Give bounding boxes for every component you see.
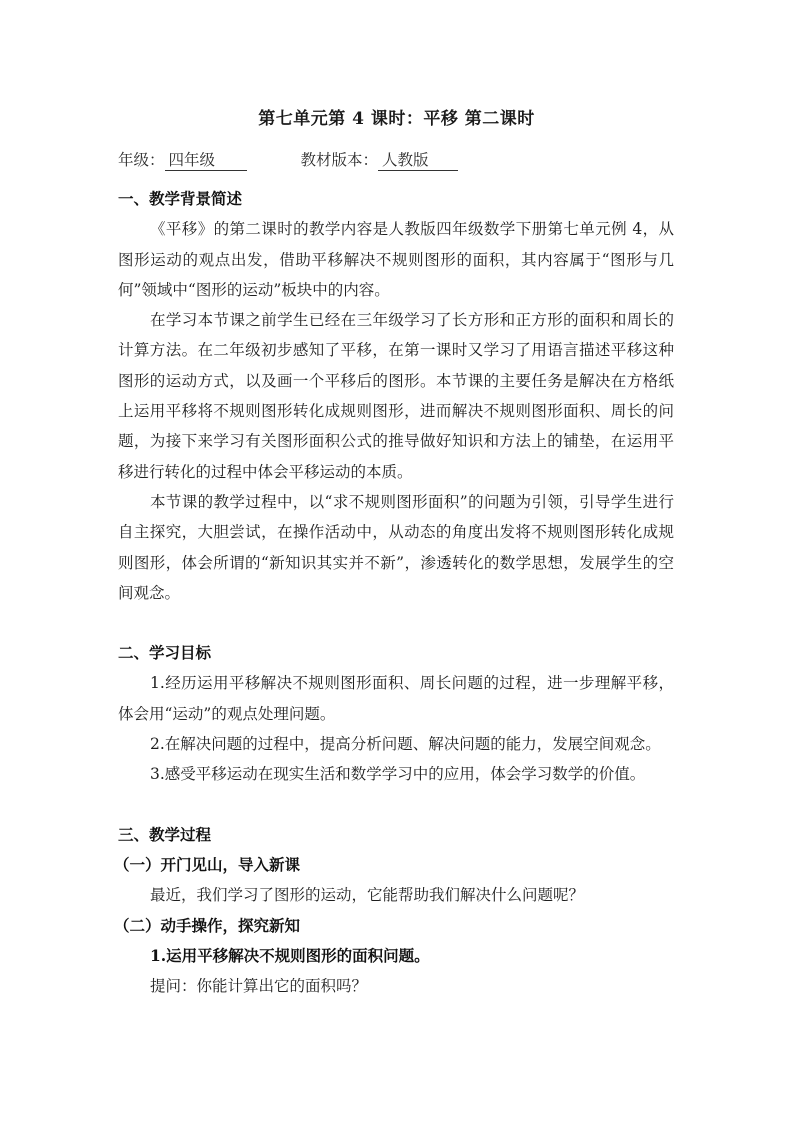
document-meta: [118, 148, 458, 171]
process-part1-heading: （一）开门见山，导入新课: [114, 854, 301, 874]
page-title: 第七单元第 4 课时：平移 第二课时: [258, 109, 535, 129]
process-part2-text: 提问：你能计算出它的面积吗？: [150, 977, 368, 996]
background-paragraph: 本节课的教学过程中，以“求不规则图形面积”的问题为引领，引导学生进行自主探究，大胆尝试，在操作活动中，从动态的角度出发将不规则图形转化成规则图形，体会所谓的“新知识其实并不新”，渗透转化的数学思想，发展学生的空间观念。: [118, 492, 674, 602]
process-part2-subheading: 1.运用平移解决不规则图形的面积问题。: [150, 945, 430, 965]
document-body: [114, 184, 674, 1001]
background-paragraph: 在学习本节课之前学生已经在三年级学习了长方形和正方形的面积和周长的计算方法。在二年级初步感知了平移，在第一课时又学习了用语言描述平移这种图形的运动方式，以及画一个平移后的图形。本节课的主要任务是解决在方格纸上运用平移将不规则图形转化成规则图形，进而解决不规则图形面积、周长的问题，为接下来学习有关图形面积公式的推导做好知识和方法上的铺垫，在运用平移进行转化的过程中体会平移运动的本质。: [118, 311, 674, 481]
process-part2-heading: （二）动手操作，探究新知: [114, 915, 301, 935]
process-part1-text: 最近，我们学习了图形的运动，它能帮助我们解决什么问题呢？: [150, 886, 585, 905]
objective-item: 2.在解决问题的过程中，提高分析问题、解决问题的能力，发展空间观念。: [150, 735, 661, 754]
edition-label: 教材版本：: [300, 151, 379, 169]
objective-item: 1.经历运用平移解决不规则图形面积、周长问题的过程，进一步理解平移，体会用“运动”的观点处理问题。: [118, 674, 674, 723]
background-paragraph: 《平移》的第二课时的教学内容是人教版四年级数学下册第七单元例 4，从图形运动的观点出发，借助平移解决不规则图形的面积，其内容属于“图形与几何”领域中“图形的运动”板块中的内容。: [118, 220, 674, 299]
edition-value: 人教版: [378, 150, 458, 171]
grade-label: 年级：: [118, 151, 165, 169]
section-heading-background: 一、教学背景简述: [118, 189, 243, 208]
section-heading-process: 三、教学过程: [118, 824, 212, 844]
section-heading-objectives: 二、学习目标: [118, 643, 212, 663]
grade-value: 四年级: [165, 150, 247, 171]
objective-item: 3.感受平移运动在现实生活和数学学习中的应用，体会学习数学的价值。: [150, 765, 646, 784]
